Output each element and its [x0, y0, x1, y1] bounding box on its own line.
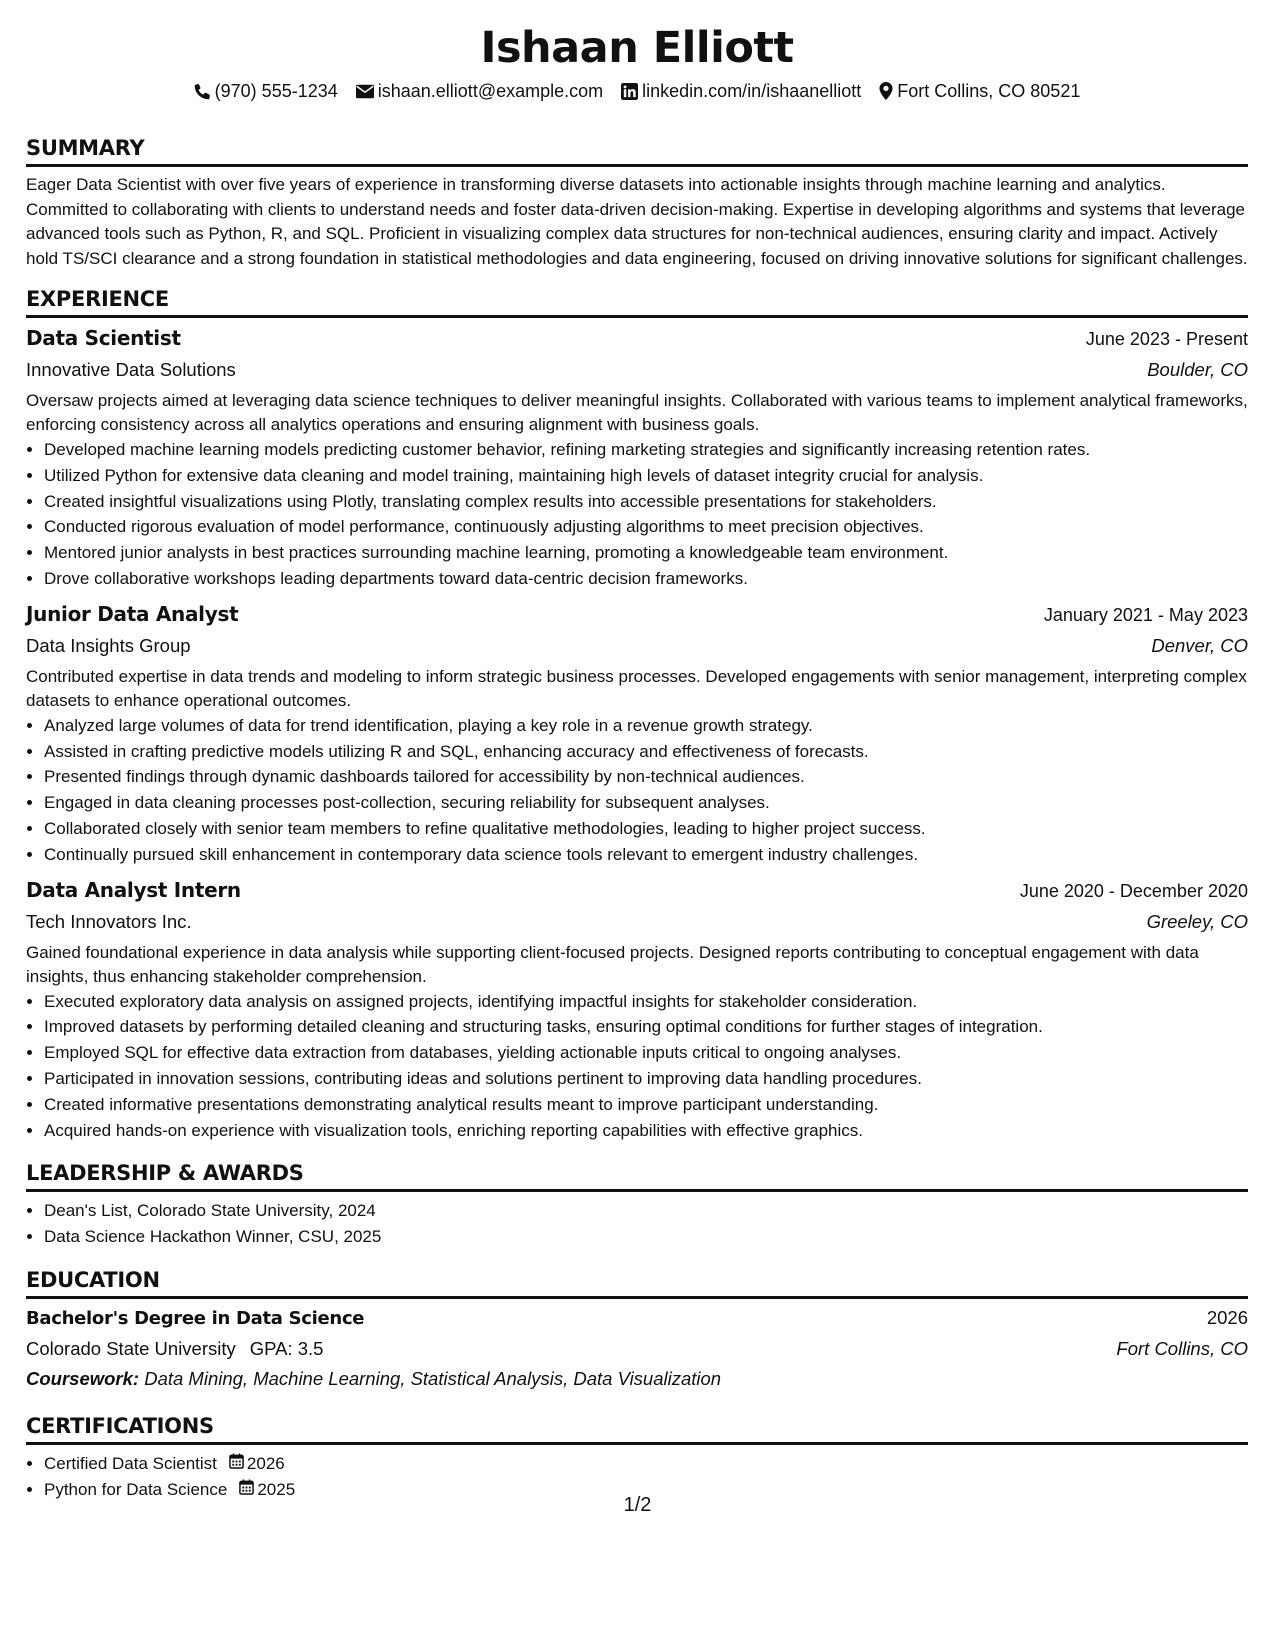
list-item: • Assisted in crafting predictive models utilizing R and SQL, enhancing accuracy and effectiveness of forecasts.	[44, 739, 1248, 765]
list-item: • Created insightful visualizations using Plotly, translating complex results into accessible presentations for stakeholders.	[44, 489, 1248, 515]
job-dates: January 2021 - May 2023	[1043, 604, 1248, 625]
map-pin-icon	[879, 82, 893, 100]
summary-text: Eager Data Scientist with over five years of experience in transforming diverse datasets into actionable insights through machine learning and analytics. Committed to collaborating with clients to understand needs and foster data-driven decision-making. Expertise in developing algorithms and systems that leverage advanced tools such as Python, R, and SQL. Proficient in visualizing complex data structures for non-technical audiences, ensuring clarity and impact. Actively hold TS/SCI clearance and a strong foundation in statistical methodologies and data engineering, focused on driving innovative solutions for significant challenges.	[26, 175, 1248, 268]
list-item: • Collaborated closely with senior team members to refine qualitative methodologies, leading to higher project success.	[44, 816, 1248, 842]
school-location: Fort Collins, CO	[1116, 1337, 1248, 1359]
section-title-leadership: LEADERSHIP & AWARDS	[26, 1159, 1248, 1192]
coursework	[26, 1364, 1248, 1394]
job-location: Boulder, CO	[1147, 359, 1248, 380]
job-dates: June 2023 - Present	[1085, 329, 1248, 349]
leadership-section	[26, 1159, 1248, 1250]
calendar-icon	[229, 1451, 244, 1477]
school-info	[26, 1335, 323, 1363]
education-section	[26, 1266, 1248, 1394]
section-title-summary: SUMMARY	[26, 134, 1248, 167]
school-name: Colorado State University	[26, 1337, 236, 1359]
job-dates: June 2020 - December 2020	[1019, 880, 1248, 901]
job-description: Gained foundational experience in data analysis while supporting client-focused projects. Designed reports contributing to conceptual engagement with data insights, thus enhancing stakeholder comprehension.	[26, 942, 1199, 986]
job-description: Oversaw projects aimed at leveraging data science techniques to deliver meaningful insights. Collaborated with various teams to implement analytical frameworks, enforcing consistency across all analytics operations and ensuring alignment with business goals.	[26, 391, 1248, 434]
list-item: • Improved datasets by performing detailed cleaning and structuring tasks, ensuring optimal conditions for further stages of integration.	[44, 1014, 1248, 1040]
job-title: Junior Data Analyst	[26, 601, 239, 626]
cert-name: • Python for Data Science	[44, 1479, 228, 1499]
degree-title: Bachelor's Degree in Data Science	[26, 1307, 365, 1329]
cert-name: • Certified Data Scientist	[44, 1453, 217, 1473]
awards-list	[26, 1198, 1248, 1250]
cert-date-text: 2025	[257, 1479, 296, 1499]
section-title-experience: EXPERIENCE	[26, 285, 1248, 318]
contact-email[interactable]	[356, 78, 603, 104]
list-item: • Conducted rigorous evaluation of model performance, continuously adjusting algorithms to meet precision objectives.	[44, 514, 1248, 540]
summary-section	[26, 134, 1248, 271]
company-name: Tech Innovators Inc.	[26, 910, 192, 932]
experience-entry	[26, 322, 1248, 592]
list-item: • Acquired hands-on experience with visualization tools, enriching reporting capabilities with effective graphics.	[44, 1118, 1248, 1144]
page-number: 1/2	[623, 1494, 652, 1516]
section-title-education: EDUCATION	[26, 1266, 1248, 1299]
contact-linkedin[interactable]	[621, 78, 861, 104]
job-bullets	[26, 989, 1248, 1144]
company-name: Data Insights Group	[26, 634, 191, 656]
email-text[interactable]: ishaan.elliott@example.com	[377, 81, 604, 101]
experience-entry	[26, 874, 1248, 1144]
list-item: • Analyzed large volumes of data for trend identification, playing a key role in a revenue growth strategy.	[44, 713, 1248, 739]
job-title: Data Analyst Intern	[26, 877, 241, 902]
list-item: • Drove collaborative workshops leading departments toward data-centric decision frameworks.	[44, 566, 1248, 592]
phone-icon	[194, 83, 211, 100]
job-location: Denver, CO	[1151, 634, 1248, 656]
section-title-certifications: CERTIFICATIONS	[26, 1412, 1248, 1445]
list-item: • Developed machine learning models predicting customer behavior, refining marketing strategies and significantly increasing retention rates.	[44, 437, 1248, 463]
cert-date	[229, 1451, 285, 1477]
cert-date-text: 2026	[246, 1453, 285, 1473]
list-item: • Created informative presentations demonstrating analytical results meant to improve participant understanding.	[44, 1092, 1248, 1118]
list-item: • Engaged in data cleaning processes post-collection, securing reliability for subsequent analyses.	[44, 790, 1248, 816]
gpa: GPA: 3.5	[249, 1337, 324, 1359]
coursework-label: Coursework:	[26, 1367, 140, 1389]
list-item: • Participated in innovation sessions, contributing ideas and solutions pertinent to improving data handling procedures.	[44, 1066, 1248, 1092]
location-text: Fort Collins, CO 80521	[897, 81, 1081, 101]
job-description: Contributed expertise in data trends and modeling to inform strategic business processes. Developed engagements with senior management, interpreting complex datasets to enhance operational outcomes.	[26, 666, 1247, 710]
list-item: • Executed exploratory data analysis on assigned projects, identifying impactful insights for stakeholder consideration.	[44, 989, 1248, 1015]
contact-bar	[26, 78, 1248, 104]
coursework-text: Data Mining, Machine Learning, Statistical Analysis, Data Visualization	[144, 1367, 722, 1389]
job-location: Greeley, CO	[1146, 910, 1248, 932]
certifications-section	[26, 1412, 1248, 1503]
degree-year: 2026	[1206, 1306, 1248, 1328]
envelope-icon	[356, 84, 374, 99]
list-item	[44, 1451, 1248, 1477]
list-item: • Utilized Python for extensive data cleaning and model training, maintaining high levels of dataset integrity crucial for analysis.	[44, 463, 1248, 489]
linkedin-text[interactable]: linkedin.com/in/ishaanelliott	[642, 81, 862, 101]
list-item: • Dean's List, Colorado State University, 2024	[44, 1198, 1248, 1224]
job-bullets	[26, 713, 1248, 868]
experience-section	[26, 285, 1248, 1143]
linkedin-icon	[621, 83, 638, 100]
list-item: • Presented findings through dynamic dashboards tailored for accessibility by non-technical audiences.	[44, 764, 1248, 790]
list-item: • Mentored junior analysts in best practices surrounding machine learning, promoting a knowledgeable team environment.	[44, 540, 1248, 566]
list-item: • Data Science Hackathon Winner, CSU, 2025	[44, 1224, 1248, 1250]
list-item: • Employed SQL for effective data extraction from databases, yielding actionable inputs critical to ongoing analyses.	[44, 1040, 1248, 1066]
resume-page	[26, 22, 1248, 1503]
job-title: Data Scientist	[26, 326, 181, 350]
experience-entry	[26, 598, 1248, 868]
phone-text: (970) 555-1234	[214, 81, 338, 101]
contact-phone	[194, 78, 338, 104]
contact-location	[879, 78, 1080, 104]
company-name: Innovative Data Solutions	[26, 359, 236, 380]
candidate-name: Ishaan Elliott	[480, 23, 794, 73]
list-item: • Continually pursued skill enhancement in contemporary data science tools relevant to emergent industry challenges.	[44, 842, 1248, 868]
job-bullets	[26, 437, 1248, 592]
